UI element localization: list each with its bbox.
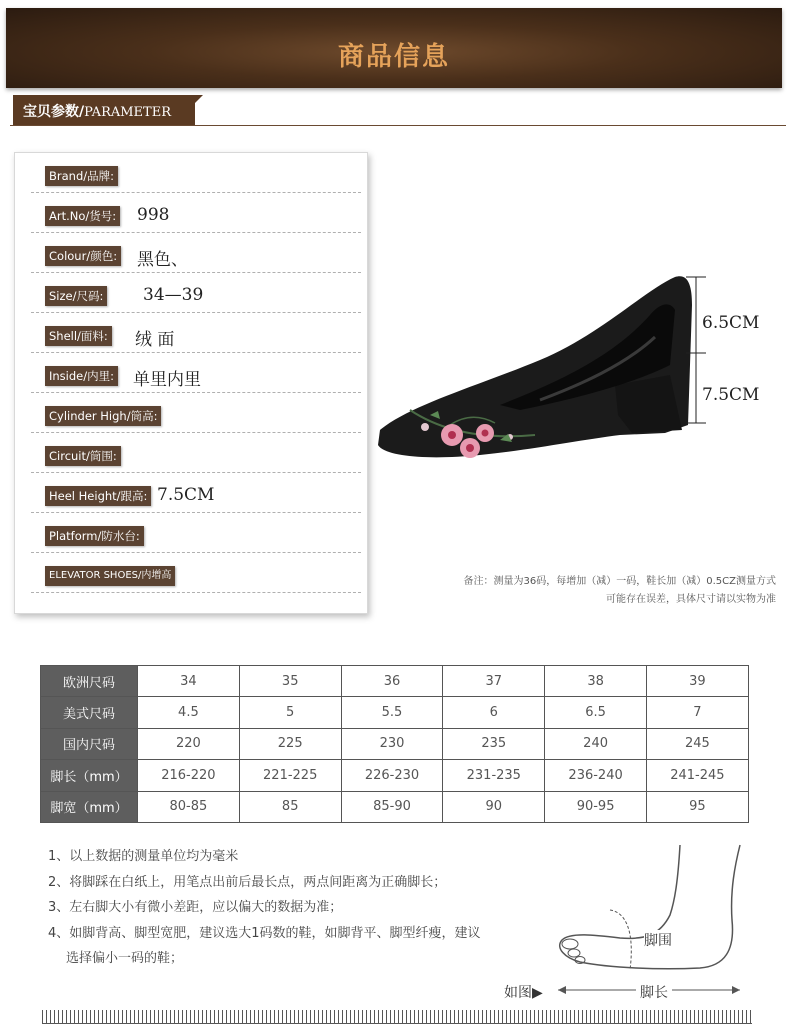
spec-label: Brand/品牌: xyxy=(45,166,118,186)
shoe-illustration xyxy=(370,265,770,485)
spec-label: Platform/防水台: xyxy=(45,526,144,546)
spec-row-brand xyxy=(31,153,361,193)
spec-panel xyxy=(14,152,368,614)
row-header: 国内尺码 xyxy=(41,728,138,759)
table-cell: 231-235 xyxy=(443,760,545,791)
sizing-notes xyxy=(48,844,481,972)
parameter-divider xyxy=(10,125,786,126)
spec-row-colour xyxy=(31,233,361,273)
shoe-image xyxy=(370,265,770,485)
spec-label: Circuit/筒围: xyxy=(45,446,121,466)
spec-label: ELEVATOR SHOES/内增高 xyxy=(45,566,175,586)
table-cell: 225 xyxy=(239,728,341,759)
parameter-tag-cn: 宝贝参数/ xyxy=(23,104,85,120)
foot-outline xyxy=(550,840,750,1005)
spec-row-elevator xyxy=(31,553,361,593)
table-cell: 220 xyxy=(138,728,240,759)
spec-label: Heel Height/跟高: xyxy=(45,486,151,506)
table-cell: 38 xyxy=(545,666,647,697)
table-cell: 241-245 xyxy=(646,760,748,791)
table-cell: 216-220 xyxy=(138,760,240,791)
spec-row-size xyxy=(31,273,361,313)
see-diagram-label: 如图▶ xyxy=(504,985,543,1001)
spec-row-circuit xyxy=(31,433,361,473)
table-cell: 90-95 xyxy=(545,791,647,822)
table-cell: 85-90 xyxy=(341,791,443,822)
spec-row-cylinder-high xyxy=(31,393,361,433)
spec-label: Colour/颜色: xyxy=(45,246,121,266)
parameter-tag-notch xyxy=(193,95,203,105)
spec-row-art-no xyxy=(31,193,361,233)
spec-row-shell xyxy=(31,313,361,353)
spec-value: 黑色、 xyxy=(137,250,188,270)
note-item: 2、将脚踩在白纸上，用笔点出前后最长点，两点间距离为正确脚长； xyxy=(48,874,447,890)
table-cell: 6 xyxy=(443,697,545,728)
table-cell: 236-240 xyxy=(545,760,647,791)
spec-label: Size/尺码: xyxy=(45,286,107,306)
spec-row-heel-height xyxy=(31,473,361,513)
spec-value: 绒 面 xyxy=(135,330,175,350)
spec-value: 7.5CM xyxy=(157,485,215,505)
table-cell: 221-225 xyxy=(239,760,341,791)
spec-label: Inside/内里: xyxy=(45,366,118,386)
measurement-note-line2: 可能存在误差，具体尺寸请以实物为准 xyxy=(606,594,776,605)
table-cell: 6.5 xyxy=(545,697,647,728)
table-row xyxy=(41,697,749,728)
ruler-strip xyxy=(42,1010,752,1024)
header-banner xyxy=(6,8,782,88)
spec-label: Cylinder High/筒高: xyxy=(45,406,161,426)
row-header: 脚长（mm） xyxy=(41,760,138,791)
table-cell: 37 xyxy=(443,666,545,697)
spec-row-platform xyxy=(31,513,361,553)
size-table xyxy=(40,665,749,823)
foot-diagram xyxy=(504,840,750,1005)
note-item: 4、如脚背高、脚型宽肥，建议选大1码数的鞋，如脚背平、脚型纤瘦，建议 xyxy=(48,925,481,941)
table-cell: 80-85 xyxy=(138,791,240,822)
spec-label: Art.No/货号: xyxy=(45,206,120,226)
parameter-tag xyxy=(13,95,195,125)
note-item: 选择偏小一码的鞋； xyxy=(66,951,184,967)
table-row xyxy=(41,791,749,822)
row-header: 脚宽（mm） xyxy=(41,791,138,822)
heel-height-label: 7.5CM xyxy=(702,385,760,405)
table-cell: 36 xyxy=(341,666,443,697)
spec-value: 34—39 xyxy=(143,285,204,305)
table-cell: 226-230 xyxy=(341,760,443,791)
table-cell: 235 xyxy=(443,728,545,759)
spec-value: 单里内里 xyxy=(133,370,201,390)
foot-girth-label: 脚围 xyxy=(644,930,672,950)
upper-height-label: 6.5CM xyxy=(702,313,760,333)
parameter-tag-en: PARAMETER xyxy=(84,105,171,120)
dashed-divider xyxy=(31,592,361,593)
table-cell: 35 xyxy=(239,666,341,697)
foot-length-label: 脚长 xyxy=(636,982,672,1002)
table-cell: 39 xyxy=(646,666,748,697)
table-row xyxy=(41,666,749,697)
table-cell: 85 xyxy=(239,791,341,822)
table-cell: 240 xyxy=(545,728,647,759)
measurement-note-line1: 备注：测量为36码，每增加（减）一码，鞋长加（减）0.5CZ测量方式 xyxy=(463,576,776,587)
table-cell: 90 xyxy=(443,791,545,822)
spec-value: 998 xyxy=(137,205,170,225)
note-item: 3、左右脚大小有微小差距，应以偏大的数据为准； xyxy=(48,900,343,916)
note-item: 1、以上数据的测量单位均为毫米 xyxy=(48,849,239,864)
row-header: 欧洲尺码 xyxy=(41,666,138,697)
table-cell: 5.5 xyxy=(341,697,443,728)
spec-label: Shell/面料: xyxy=(45,326,112,346)
table-cell: 95 xyxy=(646,791,748,822)
spec-row-inside xyxy=(31,353,361,393)
table-cell: 5 xyxy=(239,697,341,728)
table-cell: 34 xyxy=(138,666,240,697)
table-row xyxy=(41,728,749,759)
row-header: 美式尺码 xyxy=(41,697,138,728)
table-cell: 4.5 xyxy=(138,697,240,728)
table-cell: 7 xyxy=(646,697,748,728)
banner-title: 商品信息 xyxy=(337,42,450,72)
table-cell: 230 xyxy=(341,728,443,759)
table-cell: 245 xyxy=(646,728,748,759)
table-row xyxy=(41,760,749,791)
